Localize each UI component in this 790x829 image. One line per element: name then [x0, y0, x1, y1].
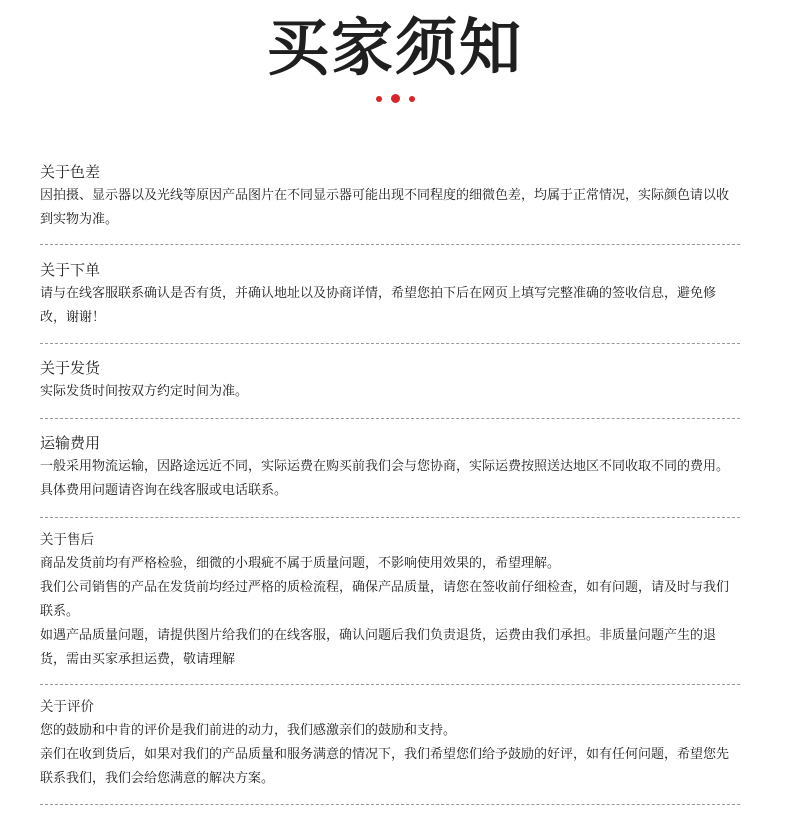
section-paragraph: 实际发货时间按双方约定时间为准。 [40, 384, 249, 399]
section-heading: 运输费用 [40, 434, 101, 452]
section-heading: 关于发货 [40, 359, 101, 377]
dot-icon [409, 96, 415, 102]
section-paragraph: 商品发货前均有严格检验，细微的小瑕疵不属于质量问题，不影响使用效果的，希望理解。 [40, 556, 561, 571]
section-heading: 关于售后 [40, 532, 94, 548]
section-heading: 关于下单 [40, 261, 101, 279]
section-heading: 关于评价 [40, 699, 94, 715]
section-paragraph: 因拍摄、显示器以及光线等原因产品图片在不同显示器可能出现不同程度的细微色差，均属于正常情况，实际颜色请以收到实物为准。 [40, 188, 730, 227]
page-title: 买家须知 [266, 11, 523, 84]
notice-list [40, 158, 740, 805]
section-after-sales [40, 518, 740, 685]
dot-icon [391, 94, 400, 103]
section-paragraph: 我们公司销售的产品在发货前均经过严格的质检流程，确保产品质量，请您在签收前仔细检查，如有问题，请及时与我们联系。 [40, 580, 730, 619]
section-heading: 关于色差 [40, 163, 101, 181]
section-paragraph: 请与在线客服联系确认是否有货，并确认地址以及协商详情，希望您拍下后在网页上填写完整准确的签收信息，避免修改，谢谢！ [40, 286, 717, 325]
section-color-difference [40, 158, 740, 245]
decorative-dots [0, 94, 790, 103]
dot-icon [376, 96, 382, 102]
section-shipping [40, 344, 740, 419]
section-paragraph: 您的鼓励和中肯的评价是我们前进的动力，我们感激亲们的鼓励和支持。 [40, 723, 457, 738]
section-reviews [40, 685, 740, 805]
section-paragraph: 一般采用物流运输，因路途远近不同，实际运费在购买前我们会与您协商，实际运费按照送达地区不同收取不同的费用。具体费用问题请咨询在线客服或电话联系。 [40, 459, 730, 498]
section-paragraph: 如遇产品质量问题，请提供图片给我们的在线客服，确认问题后我们负责退货，运费由我们承担。非质量问题产生的退货，需由买家承担运费，敬请理解 [40, 628, 717, 667]
section-paragraph: 亲们在收到货后，如果对我们的产品质量和服务满意的情况下，我们希望您们给予鼓励的好评，如有任何问题，希望您先联系我们，我们会给您满意的解决方案。 [40, 747, 730, 786]
section-ordering [40, 245, 740, 344]
section-freight-cost [40, 419, 740, 518]
